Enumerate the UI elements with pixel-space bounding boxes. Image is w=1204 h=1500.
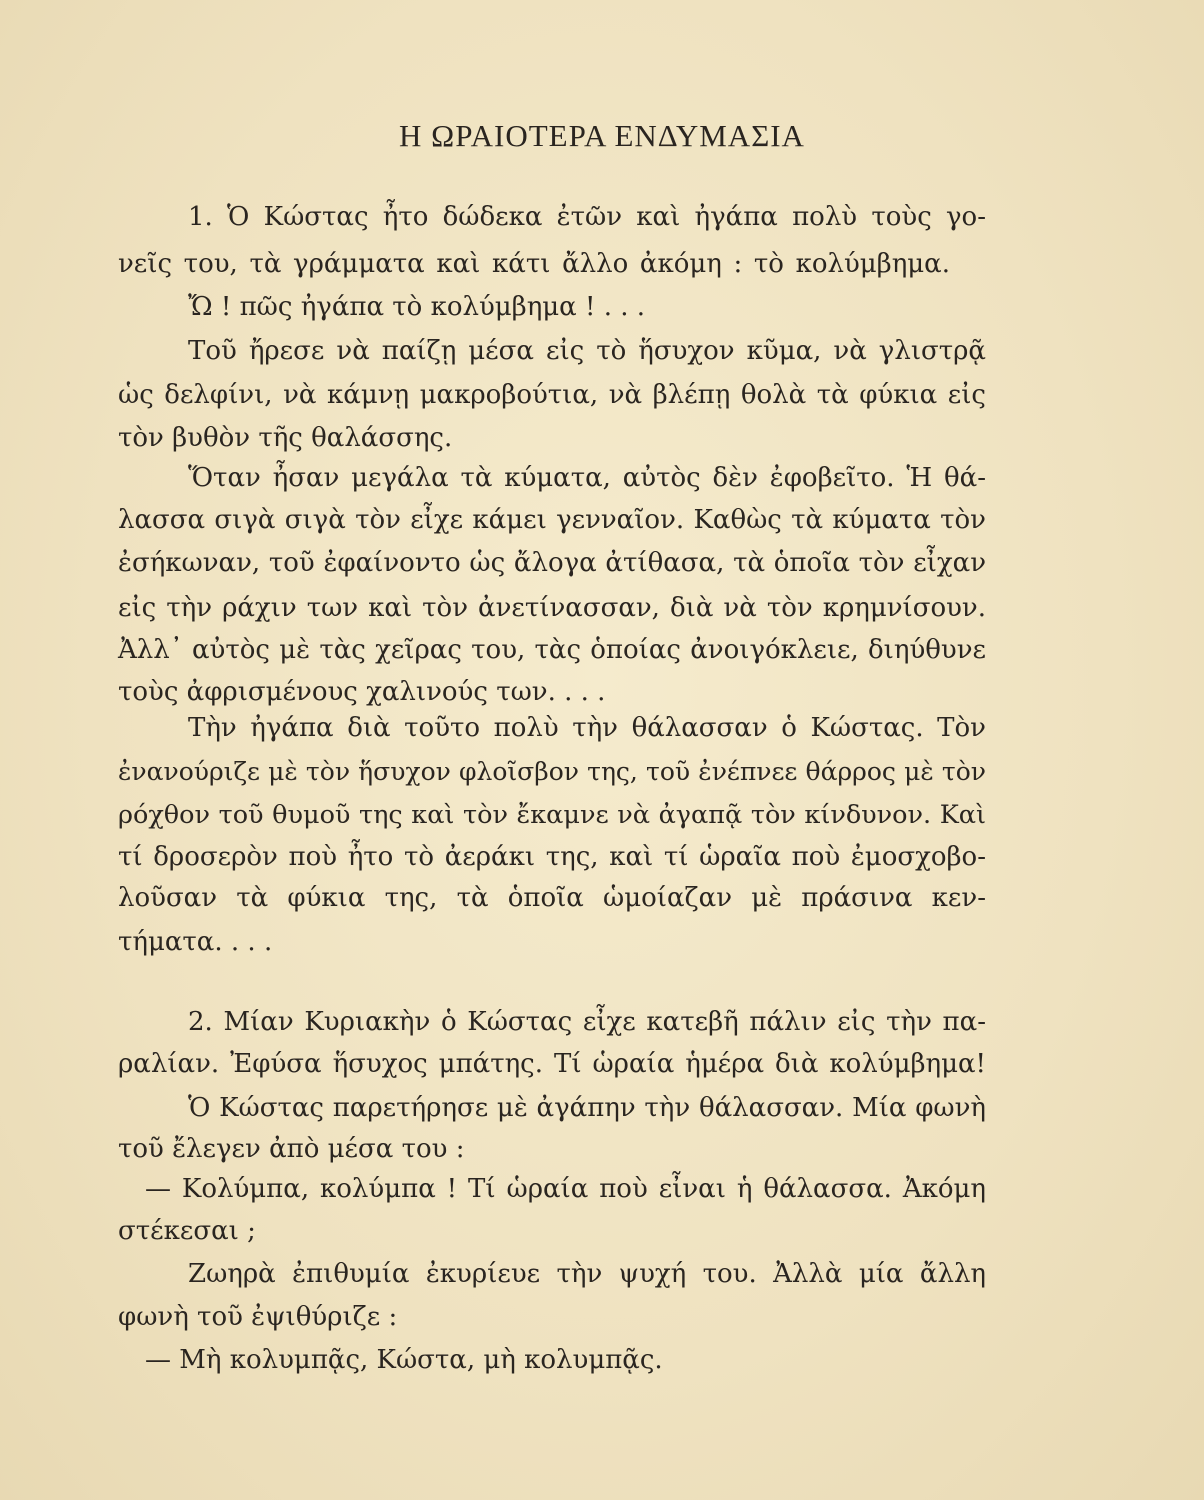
text-line: Ἀλλ᾽ αὐτὸς μὲ τὰς χεῖρας του, τὰς ὁποίας ἀνοιγόκλειε, διηύθυνε bbox=[118, 635, 986, 665]
text-line: ἐνανούριζε μὲ τὸν ἥσυχον φλοῖσβον της, τοῦ ἐνέπνεε θάρρος μὲ τὸν bbox=[118, 757, 986, 786]
text-line: Ζωηρὰ ἐπιθυμία ἐκυρίευε τὴν ψυχή του. Ἀλλὰ μία ἄλλη bbox=[188, 1259, 986, 1289]
text-line: τοὺς ἀφρισμένους χαλινούς των. . . . bbox=[118, 677, 606, 707]
text-line: ραλίαν. Ἐφύσα ἥσυχος μπάτης. Τί ὡραία ἡμέρα διὰ κολύμβημα! bbox=[118, 1049, 986, 1079]
text-line: τὸν βυθὸν τῆς θαλάσσης. bbox=[118, 423, 453, 453]
text-line: φωνὴ τοῦ ἐψιθύριζε : bbox=[118, 1302, 398, 1332]
text-line: Ὁ Κώστας παρετήρησε μὲ ἀγάπην τὴν θάλασσαν. Μία φωνὴ bbox=[188, 1093, 986, 1123]
text-line: τοῦ ἔλεγεν ἀπὸ μέσα του : bbox=[118, 1134, 465, 1164]
text-line: — Μὴ κολυμπᾷς, Κώστα, μὴ κολυμπᾷς. bbox=[145, 1345, 663, 1375]
text-line: ὡς δελφίνι, νὰ κάμνῃ μακροβούτια, νὰ βλέπῃ θολὰ τὰ φύκια εἰς bbox=[118, 380, 986, 410]
text-line: εἰς τὴν ράχιν των καὶ τὸν ἀνετίνασσαν, διὰ νὰ τὸν κρημνίσουν. bbox=[118, 593, 986, 623]
text-line: Τοῦ ἤρεσε νὰ παίζῃ μέσα εἰς τὸ ἥσυχον κῦμα, νὰ γλιστρᾷ bbox=[188, 336, 986, 366]
text-line: λοῦσαν τὰ φύκια της, τὰ ὁποῖα ὡμοίαζαν μὲ πράσινα κεν- bbox=[118, 883, 986, 913]
text-line: λασσα σιγὰ σιγὰ τὸν εἶχε κάμει γενναῖον. Καθὼς τὰ κύματα τὸν bbox=[118, 505, 986, 535]
text-line: ρόχθον τοῦ θυμοῦ της καὶ τὸν ἔκαμνε νὰ ἀγαπᾷ τὸν κίνδυνον. Καὶ bbox=[118, 800, 986, 830]
text-line: — Κολύμπα, κολύμπα ! Τί ὡραία ποὺ εἶναι ἡ θάλασσα. Ἀκόμη bbox=[145, 1174, 986, 1204]
text-line: 2. Μίαν Κυριακὴν ὁ Κώστας εἶχε κατεβῆ πάλιν εἰς τὴν πα- bbox=[188, 1007, 986, 1037]
text-line: στέκεσαι ; bbox=[118, 1216, 256, 1246]
text-line: 1. Ὁ Κώστας ἦτο δώδεκα ἐτῶν καὶ ἠγάπα πολὺ τοὺς γο- bbox=[188, 202, 986, 232]
text-line: Ὤ ! πῶς ἠγάπα τὸ κολύμβημα ! . . . bbox=[188, 292, 646, 322]
text-line: ἐσήκωναν, τοῦ ἐφαίνοντο ὡς ἄλογα ἀτίθασα, τὰ ὁποῖα τὸν εἶχαν bbox=[118, 548, 986, 578]
text-line: νεῖς του, τὰ γράμματα καὶ κάτι ἄλλο ἀκόμη : τὸ κολύμβημα. bbox=[118, 249, 950, 279]
text-line: Τὴν ἠγάπα διὰ τοῦτο πολὺ τὴν θάλασσαν ὁ Κώστας. Τὸν bbox=[188, 713, 986, 743]
text-line: τήματα. . . . bbox=[118, 927, 273, 957]
chapter-title: Η ΩΡΑΙΟΤΕΡΑ ΕΝΔΥΜΑΣΙΑ bbox=[399, 118, 805, 153]
text-line: τί δροσερὸν ποὺ ἦτο τὸ ἀεράκι της, καὶ τί ὡραῖα ποὺ ἐμοσχοβο- bbox=[118, 842, 986, 872]
text-line: Ὅταν ἦσαν μεγάλα τὰ κύματα, αὐτὸς δὲν ἐφοβεῖτο. Ἡ θά- bbox=[188, 463, 986, 493]
